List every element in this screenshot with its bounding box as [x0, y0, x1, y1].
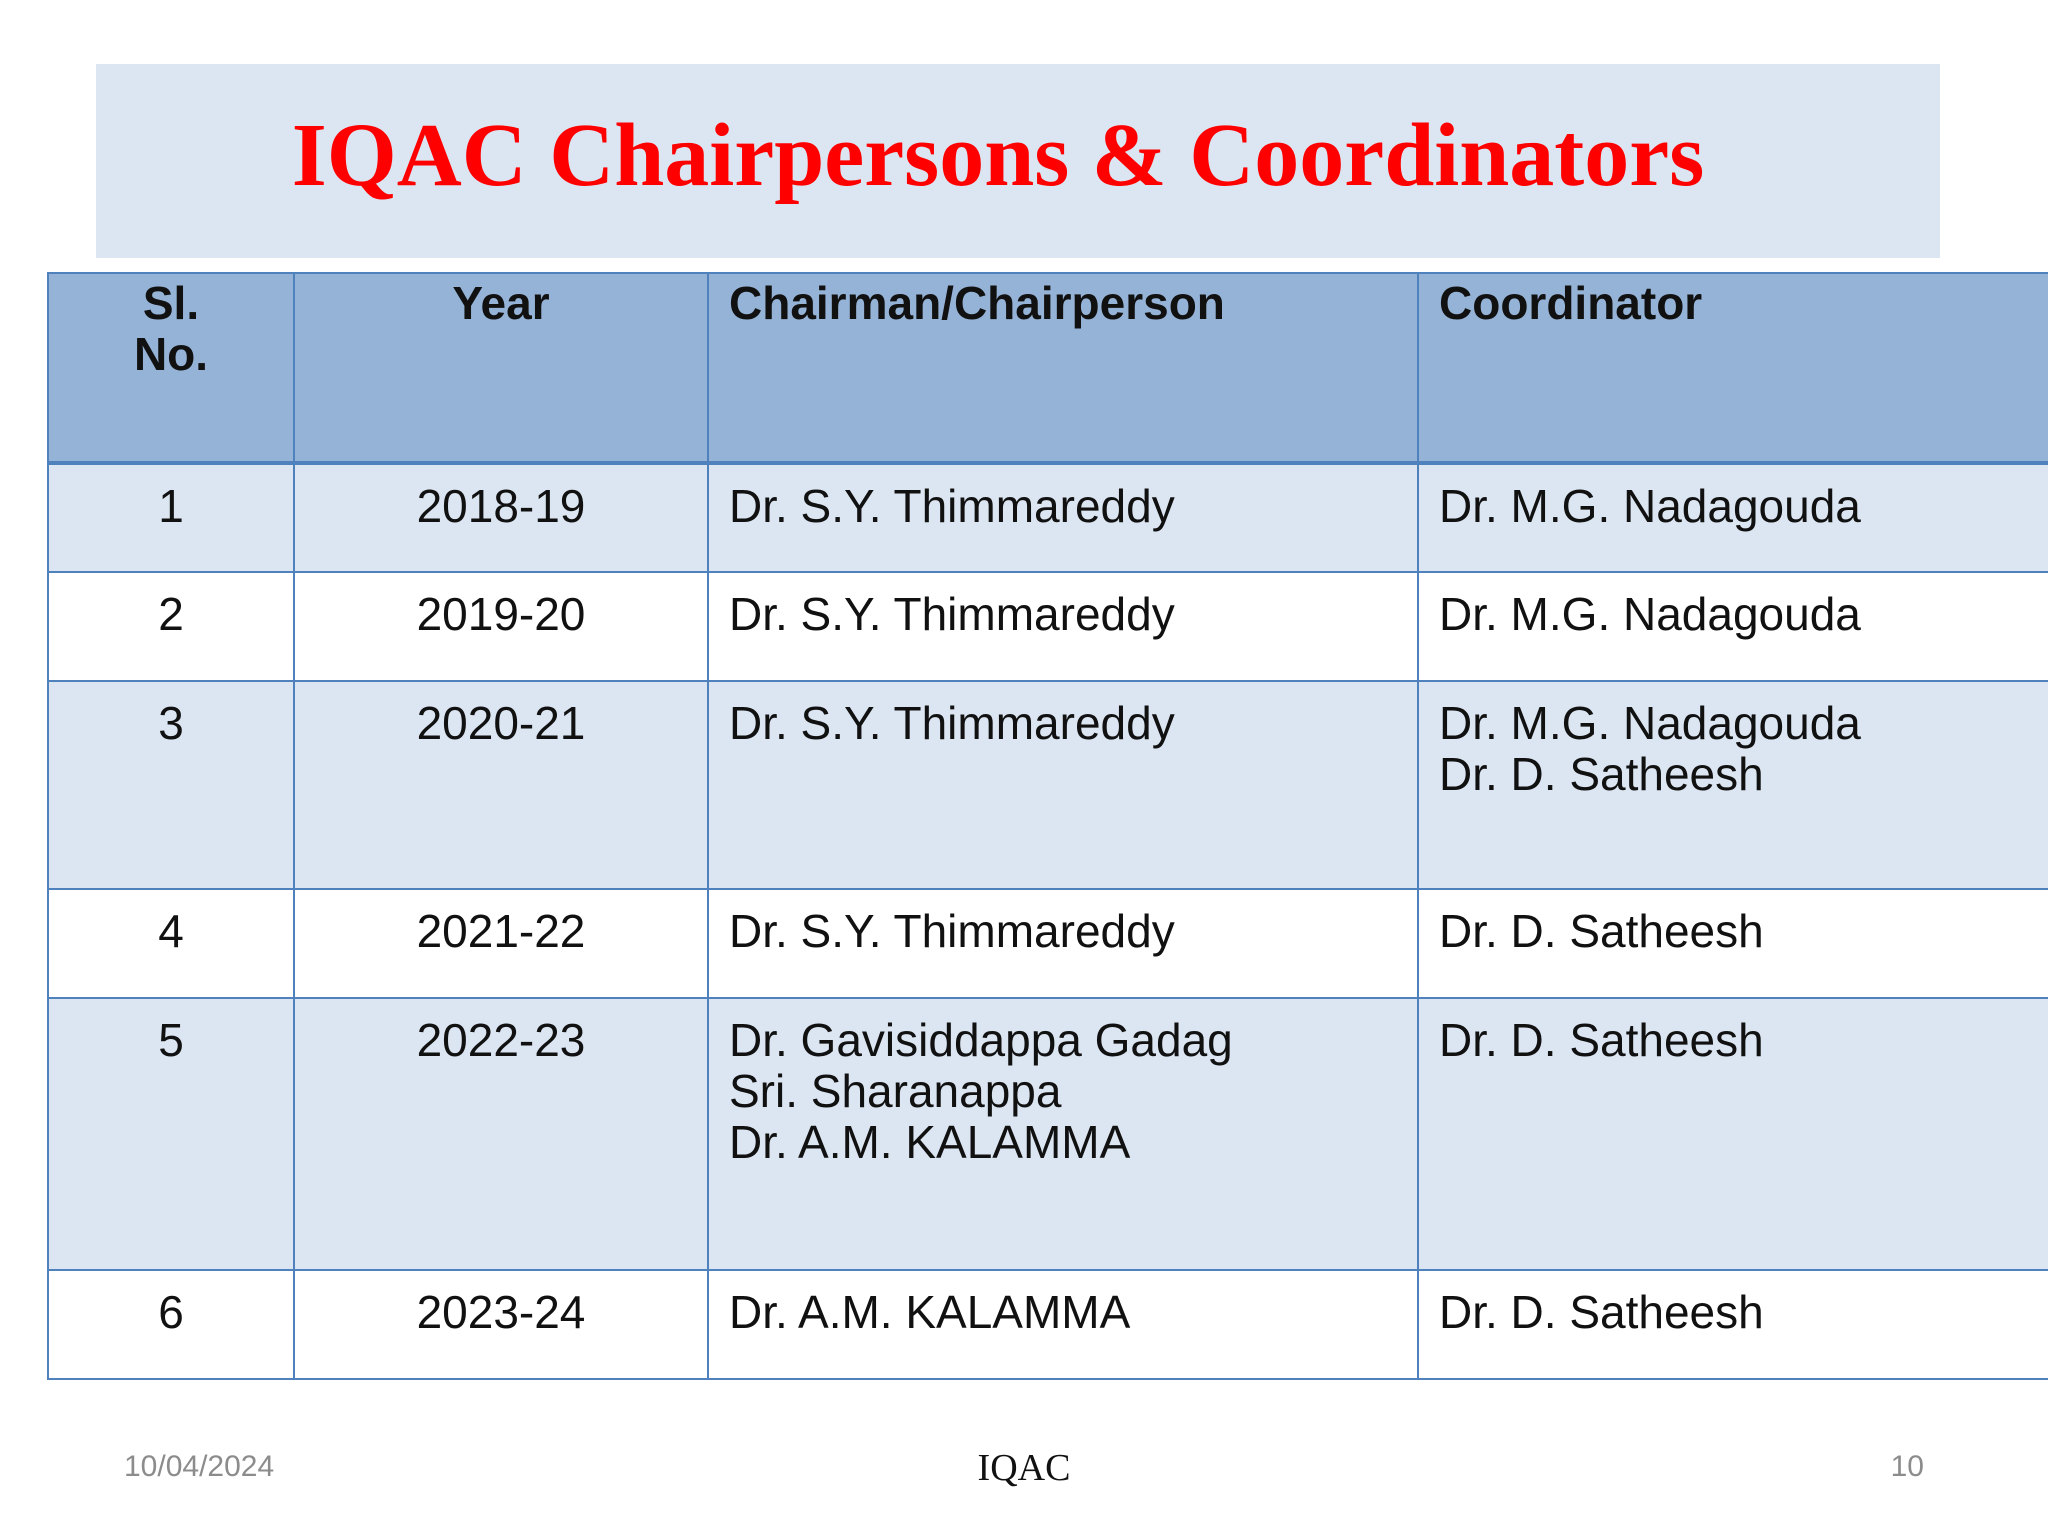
cell-year: 2021-22 [294, 889, 708, 998]
table-row [48, 681, 2048, 889]
coordinator-name: Dr. D. Satheesh [1439, 905, 1764, 957]
cell-chairman [708, 572, 1418, 681]
cell-chairman [708, 889, 1418, 998]
chairman-name: Dr. A.M. KALAMMA [729, 1116, 1131, 1168]
cell-year: 2020-21 [294, 681, 708, 889]
cell-coordinator [1418, 681, 2048, 889]
cell-sl: 4 [48, 889, 294, 998]
header-sl-no [48, 273, 294, 463]
table-row [48, 998, 2048, 1270]
cell-chairman [708, 463, 1418, 572]
header-chairman: Chairman/Chairperson [708, 273, 1418, 463]
cell-chairman [708, 681, 1418, 889]
cell-coordinator [1418, 889, 2048, 998]
chairman-name: Sri. Sharanappa [729, 1065, 1062, 1117]
cell-sl: 5 [48, 998, 294, 1270]
table-header-row [48, 273, 2048, 463]
footer-date: 10/04/2024 [124, 1450, 275, 1483]
slide-title: IQAC Chairpersons & Coordinators [291, 105, 1705, 205]
table-row [48, 572, 2048, 681]
cell-sl: 1 [48, 463, 294, 572]
cell-sl: 6 [48, 1270, 294, 1379]
cell-coordinator [1418, 463, 2048, 572]
header-sl-no-line2: No. [133, 328, 209, 380]
table-row [48, 463, 2048, 572]
footer-label: IQAC [977, 1447, 1071, 1489]
cell-year: 2023-24 [294, 1270, 708, 1379]
table-row [48, 1270, 2048, 1379]
chairman-name: Dr. S.Y. Thimmareddy [729, 588, 1175, 640]
coordinator-name: Dr. M.G. Nadagouda [1439, 588, 1861, 640]
page-number: 10 [1890, 1450, 1924, 1483]
header-coordinator: Coordinator [1418, 273, 2048, 463]
header-sl-no-line1: Sl. [142, 277, 200, 329]
coordinator-name: Dr. D. Satheesh [1439, 748, 1764, 800]
cell-sl: 3 [48, 681, 294, 889]
cell-coordinator [1418, 572, 2048, 681]
coordinator-name: Dr. D. Satheesh [1439, 1014, 1764, 1066]
coordinator-name: Dr. D. Satheesh [1439, 1286, 1764, 1338]
chairman-name: Dr. S.Y. Thimmareddy [729, 697, 1175, 749]
cell-coordinator [1418, 1270, 2048, 1379]
cell-coordinator [1418, 998, 2048, 1270]
title-band [96, 64, 1940, 258]
cell-year: 2018-19 [294, 463, 708, 572]
table-row [48, 889, 2048, 998]
cell-chairman [708, 1270, 1418, 1379]
chairman-name: Dr. A.M. KALAMMA [729, 1286, 1131, 1338]
coordinator-name: Dr. M.G. Nadagouda [1439, 697, 1861, 749]
chairpersons-table [47, 272, 2048, 1380]
chairman-name: Dr. S.Y. Thimmareddy [729, 480, 1175, 532]
cell-sl: 2 [48, 572, 294, 681]
chairman-name: Dr. S.Y. Thimmareddy [729, 905, 1175, 957]
coordinator-name: Dr. M.G. Nadagouda [1439, 480, 1861, 532]
header-year: Year [294, 273, 708, 463]
cell-chairman [708, 998, 1418, 1270]
chairman-name: Dr. Gavisiddappa Gadag [729, 1014, 1233, 1066]
cell-year: 2022-23 [294, 998, 708, 1270]
cell-year: 2019-20 [294, 572, 708, 681]
